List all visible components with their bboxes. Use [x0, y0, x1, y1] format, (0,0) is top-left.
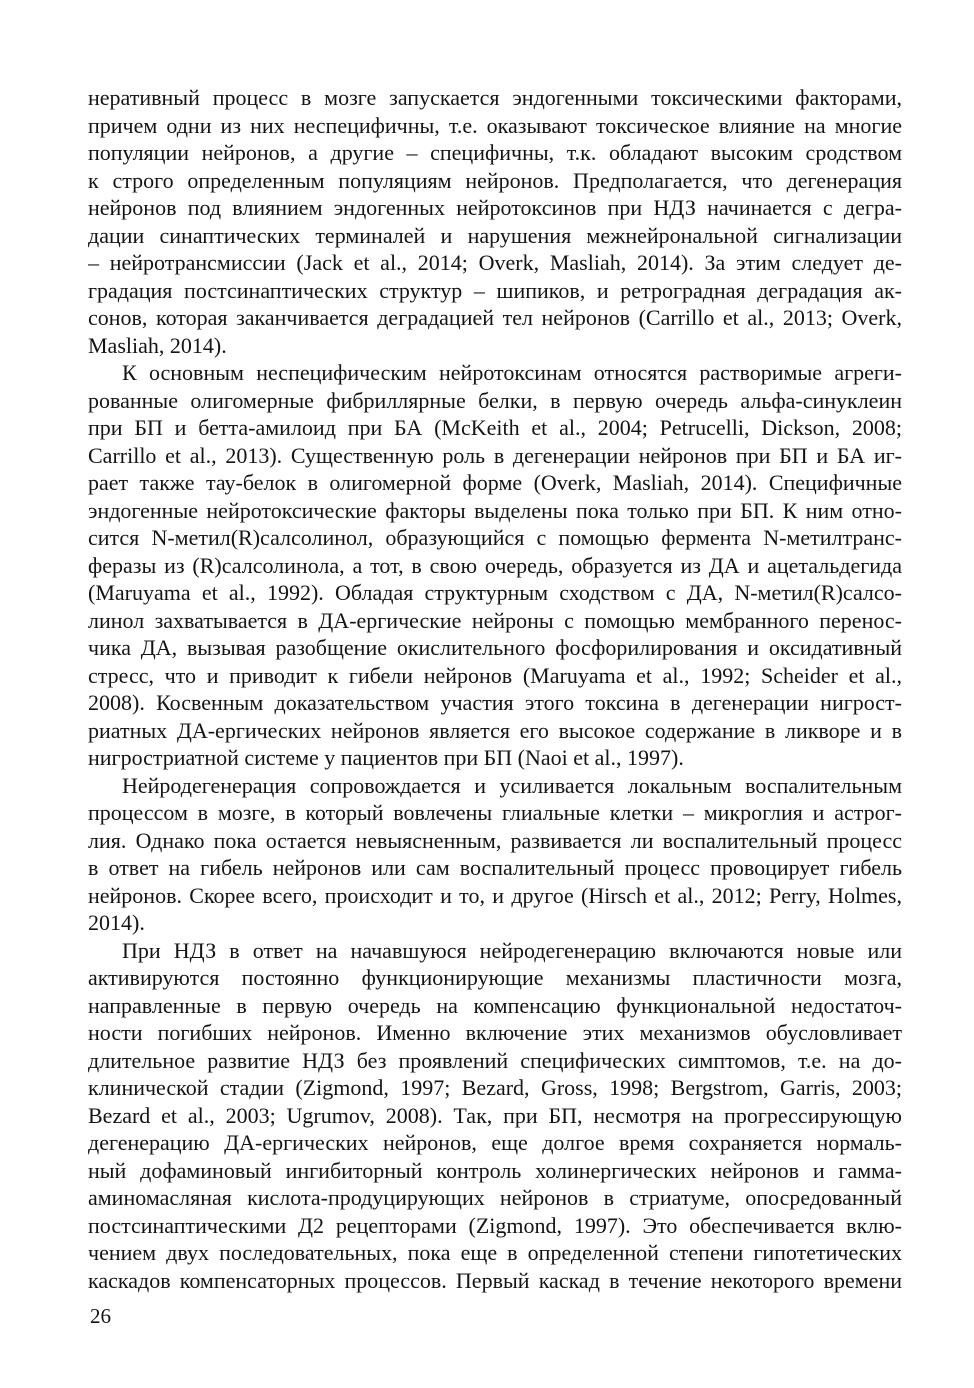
text-line: чением двух последовательных, пока еще в определенной степени гипотетических: [88, 1240, 902, 1265]
text-line: Masliah, 2014).: [88, 332, 227, 358]
paragraph: [88, 937, 902, 1295]
paragraph: [88, 772, 902, 937]
text-line: лия. Однако пока остается невыясненным, развивается ли воспалительный процесс: [88, 827, 902, 853]
text-line: ный дофаминовый ингибиторный контроль холинергических нейронов и гамма-: [88, 1157, 902, 1183]
text-line: рованные олигомерные фибриллярные белки, в первую очередь альфа-синуклеин: [88, 387, 902, 413]
text-line: нейронов под влиянием эндогенных нейротоксинов при НДЗ начинается с дегра-: [88, 195, 902, 220]
text-line: популяции нейронов, а другие – специфичны, т.к. обладают высоким сродством: [88, 140, 902, 165]
text-line: дации синаптических терминалей и нарушения межнейрональной сигнализации: [88, 222, 902, 248]
paragraph: [88, 84, 902, 359]
text-line: нейронов. Скорее всего, происходит и то, и другое (Hirsch et al., 2012; Perry, Holmes,: [88, 882, 902, 908]
text-line: градация постсинаптических структур – шипиков, и ретроградная деградация ак-: [88, 277, 902, 303]
text-line: к строго определенным популяциям нейронов. Предполагается, что дегенерация: [88, 167, 902, 193]
text-line: феразы из (R)салсолинола, а тот, в свою очередь, образуется из ДА и ацетальдегида: [88, 552, 902, 578]
text-line: 2008). Косвенным доказательством участия этого токсина в дегенерации нигрост-: [88, 690, 902, 715]
text-line: дегенерацию ДА-ергических нейронов, еще долгое время сохраняется нормаль-: [88, 1130, 902, 1155]
body-text: [88, 84, 902, 1294]
text-line: Нейродегенерация сопровождается и усиливается локальным воспалительным: [122, 772, 902, 798]
text-line: сится N-метил(R)салсолинол, образующийся с помощью фермента N-метилтранс-: [88, 525, 902, 550]
text-line: причем одни из них неспецифичны, т.е. оказывают токсическое влияние на многие: [88, 112, 902, 138]
text-line: При НДЗ в ответ на начавшуюся нейродегенерацию включаются новые или: [122, 937, 902, 963]
text-line: длительное развитие НДЗ без проявлений специфических симптомов, т.е. на до-: [88, 1047, 902, 1073]
text-line: в ответ на гибель нейронов или сам воспалительный процесс провоцирует гибель: [88, 855, 902, 880]
text-line: аминомасляная кислота-продуцирующих нейронов в стриатуме, опосредованный: [88, 1185, 902, 1210]
text-line: чика ДА, вызывая разобщение окислительного фосфорилирования и оксидативный: [88, 635, 902, 660]
text-line: неративный процесс в мозге запускается эндогенными токсическими факторами,: [88, 85, 902, 110]
text-line: направленные в первую очередь на компенсацию функциональной недостаточ-: [88, 992, 902, 1018]
text-line: эндогенные нейротоксические факторы выделены пока только при БП. К ним отно-: [88, 497, 902, 523]
text-line: К основным неспецифическим нейротоксинам относятся растворимые агреги-: [122, 360, 902, 385]
text-line: активируются постоянно функционирующие механизмы пластичности мозга,: [88, 965, 902, 990]
text-line: Carrillo et al., 2013). Существенную роль в дегенерации нейронов при БП и БА иг-: [88, 442, 902, 468]
text-line: риатных ДА-ергических нейронов является его высокое содержание в ликворе и в: [88, 717, 902, 743]
text-line: каскадов компенсаторных процессов. Первый каскад в течение некоторого времени: [88, 1267, 902, 1293]
text-line: при БП и бетта-амилоид при БА (McKeith et al., 2004; Petrucelli, Dickson, 2008;: [88, 415, 902, 440]
text-line: сонов, которая заканчивается деградацией тел нейронов (Carrillo et al., 2013; Overk,: [88, 305, 902, 330]
text-line: стресс, что и приводит к гибели нейронов (Maruyama et al., 1992; Scheider et al.,: [88, 662, 902, 688]
text-line: 2014).: [88, 910, 145, 935]
page-number: 26: [90, 1304, 111, 1328]
text-line: линол захватывается в ДА-ергические нейроны с помощью мембранного перенос-: [88, 607, 902, 633]
text-line: нигростриатной системе у пациентов при БП (Naoi et al., 1997).: [88, 745, 684, 770]
text-line: рает также тау-белок в олигомерной форме (Overk, Masliah, 2014). Специфичные: [88, 470, 902, 495]
text-line: Bezard et al., 2003; Ugrumov, 2008). Так, при БП, несмотря на прогрессирующую: [88, 1102, 902, 1128]
text-line: (Maruyama et al., 1992). Обладая структурным сходством с ДА, N-метил(R)салсо-: [88, 580, 902, 605]
text-line: клинической стадии (Zigmond, 1997; Bezard, Gross, 1998; Bergstrom, Garris, 2003;: [88, 1075, 902, 1100]
text-line: постсинаптическими Д2 рецепторами (Zigmond, 1997). Это обеспечивается вклю-: [88, 1212, 902, 1238]
paragraph: [88, 359, 902, 772]
text-line: ности погибших нейронов. Именно включение этих механизмов обусловливает: [88, 1020, 902, 1045]
text-line: процессом в мозге, в который вовлечены глиальные клетки – микроглия и астрог-: [88, 800, 902, 825]
text-line: – нейротрансмиссии (Jack et al., 2014; Overk, Masliah, 2014). За этим следует де-: [88, 250, 902, 275]
